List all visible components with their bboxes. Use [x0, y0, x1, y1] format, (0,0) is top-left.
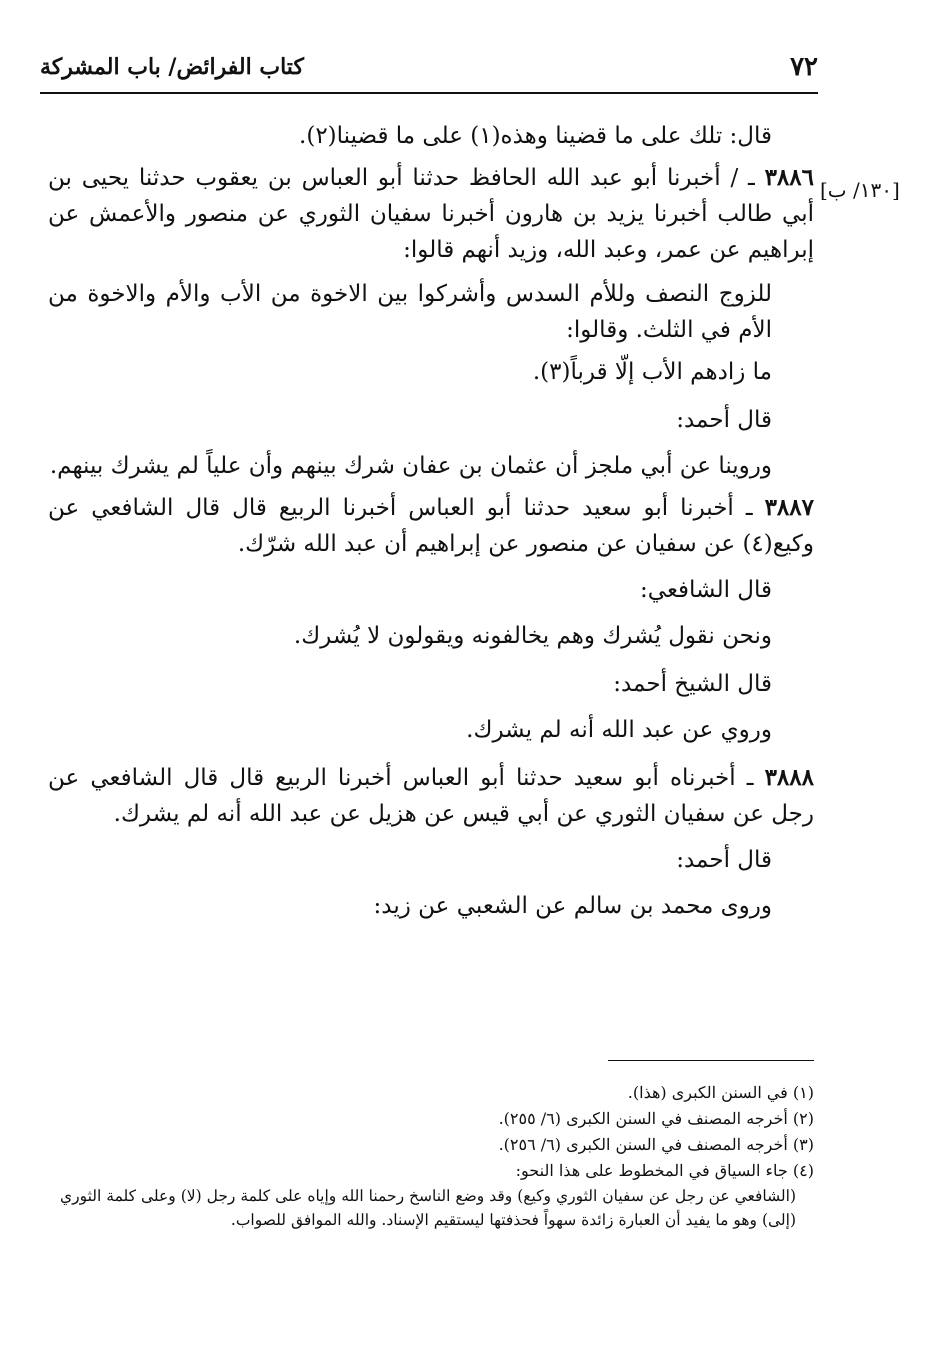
manuscript-folio-note: [١٣٠/ ب] — [820, 178, 900, 202]
speaker-label: قال الشافعي: — [640, 577, 772, 603]
hadith-number: ٣٨٨٧ — [764, 494, 814, 521]
hadith-number: ٣٨٨٦ — [764, 164, 814, 191]
footnote-4-detail: (الشافعي عن رجل عن سفيان الثوري وكيع) وقد وضع الناسخ رحمنا الله وإياه على كلمة رجل (لا) وعلى كلمة الثوري (إلى) وهو ما يفيد أن العبارة زائدة سهواً فحذفتها ليستقيم الإسناد. والله الموافق للصواب. — [60, 1187, 796, 1229]
page-number: ٧٢ — [790, 52, 818, 82]
footnote-4: (٤) جاء السياق في المخطوط على هذا النحو: — [515, 1161, 814, 1180]
quote: ما زادهم الأب إلّا قرباً(٣). — [532, 359, 772, 385]
quote: وروى محمد بن سالم عن الشعبي عن زيد: — [373, 893, 772, 919]
speaker-label: قال الشيخ أحمد: — [613, 671, 772, 697]
hadith-3886 — [48, 160, 814, 268]
quote: ونحن نقول يُشرك وهم يخالفونه ويقولون لا يُشرك. — [293, 623, 772, 649]
footnotes — [60, 1080, 814, 1232]
page-header — [40, 52, 818, 94]
hadith-text: ـ أخبرنا أبو سعيد حدثنا أبو العباس أخبرنا الربيع قال قال الشافعي عن وكيع(٤) عن سفيان عن منصور عن إبراهيم أن عبد الله شرّك. — [48, 495, 814, 557]
hadith-text: ـ أخبرناه أبو سعيد حدثنا أبو العباس أخبرنا الربيع قال قال الشافعي عن رجل عن سفيان الثوري عن أبي قيس عن هزيل عن عبد الله أنه لم يشرك. — [48, 765, 814, 827]
speaker-label: قال أحمد: — [676, 847, 772, 873]
footnote-separator — [608, 1060, 814, 1061]
speaker-label: قال أحمد: — [676, 407, 772, 433]
main-text — [48, 118, 814, 936]
hadith-3887 — [48, 490, 814, 562]
hadith-number: ٣٨٨٨ — [764, 764, 814, 791]
running-title: كتاب الفرائض/ باب المشركة — [40, 54, 304, 80]
hadith-text: ـ / أخبرنا أبو عبد الله الحافظ حدثنا أبو العباس بن يعقوب حدثنا يحيى بن أبي طالب أخبرنا يزيد بن هارون أخبرنا سفيان الثوري عن منصور والأعمش عن إبراهيم عن عمر، وعبد الله، وزيد أنهم قالوا: — [48, 165, 814, 263]
footnote-1: (١) في السنن الكبرى (هذا). — [627, 1083, 814, 1102]
quote: وروي عن عبد الله أنه لم يشرك. — [466, 717, 772, 743]
hadith-3888 — [48, 760, 814, 832]
footnote-2: (٢) أخرجه المصنف في السنن الكبرى (٦/ ٢٥٥). — [498, 1109, 814, 1128]
paragraph: وروينا عن أبي ملجز أن عثمان بن عفان شرك بينهم وأن علياً لم يشرك بينهم. — [49, 453, 772, 479]
footnote-3: (٣) أخرجه المصنف في السنن الكبرى (٦/ ٢٥٦). — [498, 1135, 814, 1154]
paragraph: للزوج النصف وللأم السدس وأشركوا بين الاخوة من الأب والأم والاخوة من الأم في الثلث. وقالوا: — [48, 281, 772, 343]
paragraph: قال: تلك على ما قضينا وهذه(١) على ما قضينا(٢). — [299, 123, 772, 149]
